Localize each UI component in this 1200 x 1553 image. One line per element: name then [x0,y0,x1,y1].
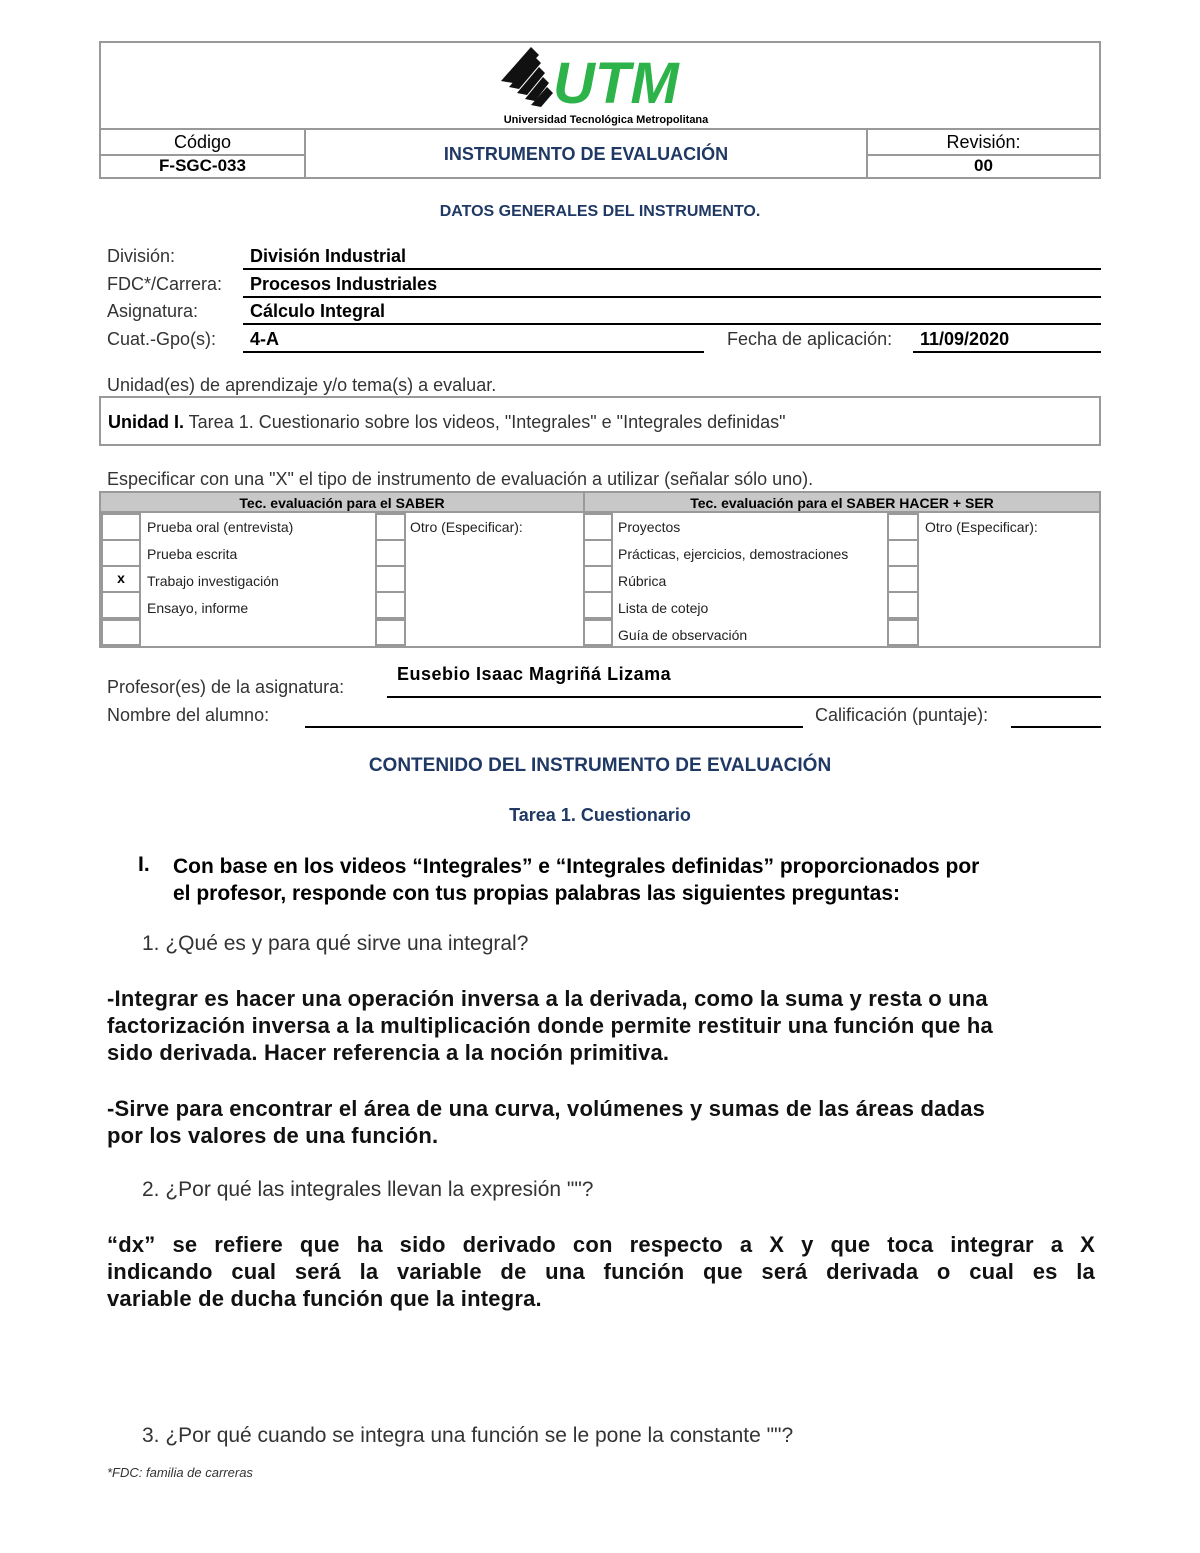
professor-field [387,662,1101,698]
question-3: 3. ¿Por qué cuando se integra una función se le pone la constante ""? [142,1424,794,1447]
general-section-title: DATOS GENERALES DEL INSTRUMENTO. [439,203,761,220]
subject-value: Cálculo Integral [250,301,386,321]
hacer-other-check-2[interactable] [887,565,919,593]
hacer-option-2: Rúbrica [618,573,667,589]
date-label: Fecha de aplicación: [727,329,893,349]
saber-option-1: Prueba escrita [147,546,238,562]
unit-text: Tarea 1. Cuestionario sobre los videos, "Integrales" e "Integrales definidas" [184,412,786,432]
grade-field[interactable] [1011,706,1101,728]
utm-logo [491,43,721,129]
saber-hacer-header: Tec. evaluación para el SABER HACER + SER [585,493,1099,513]
code-cell [99,128,306,179]
question-2: 2. ¿Por qué las integrales llevan la expresión ""? [142,1178,594,1201]
saber-header: Tec. evaluación para el SABER [101,493,585,513]
hacer-option-3: Lista de cotejo [618,600,709,616]
group-label: Cuat.-Gpo(s): [107,329,217,349]
hacer-check-3[interactable] [583,591,613,619]
saber-other-check-3[interactable] [375,591,406,619]
unit-box [99,396,1101,446]
group-field [243,327,704,353]
division-value: División Industrial [250,246,407,266]
saber-option-0: Prueba oral (entrevista) [147,519,294,535]
hacer-check-0[interactable] [583,513,613,541]
revision-label: Revisión: [946,132,1021,152]
instrument-table [99,491,1101,648]
answer-1-line: -Integrar es hacer una operación inversa a la derivada, como la suma y resta o una [107,986,988,1011]
code-value: F-SGC-033 [159,156,246,175]
header-row [99,128,1101,179]
student-label: Nombre del alumno: [107,705,270,725]
logo-box [99,41,1101,130]
saber-other-check-4[interactable] [375,619,406,646]
hacer-other-check-4[interactable] [887,619,919,646]
professor-value: Eusebio Isaac Magriñá Lizama [397,664,672,684]
code-label: Código [173,132,232,152]
instruction-number: I. [138,853,150,876]
title-cell [304,128,868,179]
professor-label: Profesor(es) de la asignatura: [107,677,345,697]
grade-label: Calificación (puntaje): [815,705,989,725]
logo-letters: UTM [553,51,679,113]
division-field [243,244,1101,270]
unit-bold: Unidad I. [108,412,184,432]
answer-2-line: indicando cual será la variable de una función que será derivada o cual es la [107,1259,1095,1284]
revision-value: 00 [974,156,993,175]
answer-2 [107,1231,1095,1312]
instruction-line-2: el profesor, responde con tus propias palabras las siguientes preguntas: [173,882,901,905]
hacer-other-label: Otro (Especificar): [925,519,1038,535]
subject-field [243,299,1101,325]
saber-other-check-1[interactable] [375,539,406,567]
date-field [913,327,1101,353]
hacer-option-0: Proyectos [618,519,681,535]
hacer-check-4[interactable] [583,619,613,646]
answer-1-line: factorización inversa a la multiplicación donde permite restituir una función que ha [107,1013,993,1038]
instruction-line-1: Con base en los videos “Integrales” e “Integrales definidas” proporcionados por [173,855,980,878]
question-1: 1. ¿Qué es y para qué sirve una integral? [142,932,529,955]
saber-option-2: Trabajo investigación [147,573,279,589]
group-value: 4-A [250,329,280,349]
revision-cell [866,128,1101,179]
answer-1-paragraph-1 [107,985,993,1066]
utm-logo-icon [491,43,721,113]
answer-1-line: por los valores de una función. [107,1123,439,1148]
saber-check-4[interactable] [101,619,141,646]
career-label: FDC*/Carrera: [107,274,223,294]
saber-other-label: Otro (Especificar): [410,519,523,535]
subject-label: Asignatura: [107,301,199,321]
saber-option-3: Ensayo, informe [147,600,249,616]
task-title: Tarea 1. Cuestionario [509,805,691,825]
specify-text: Especificar con una "X" el tipo de instrumento de evaluación a utilizar (señalar sólo uno). [107,469,814,489]
saber-other-check-2[interactable] [375,565,406,593]
hacer-other-check-0[interactable] [887,513,919,541]
hacer-option-1: Prácticas, ejercicios, demostraciones [618,546,849,562]
saber-check-3[interactable] [101,591,141,619]
hacer-check-1[interactable] [583,539,613,567]
answer-2-line: “dx” se refiere que ha sido derivado con respecto a X y que toca integrar a X [107,1232,1095,1257]
date-value: 11/09/2020 [920,329,1010,349]
footnote: *FDC: familia de carreras [107,1465,253,1480]
career-value: Procesos Industriales [250,274,438,294]
document-title: INSTRUMENTO DE EVALUACIÓN [443,144,729,164]
hacer-other-check-1[interactable] [887,539,919,567]
hacer-other-check-3[interactable] [887,591,919,619]
answer-1-line: -Sirve para encontrar el área de una curva, volúmenes y sumas de las áreas dadas [107,1096,986,1121]
hacer-check-2[interactable] [583,565,613,593]
saber-other-check-0[interactable] [375,513,406,541]
instruction-text [173,853,979,907]
saber-check-2[interactable]: x [101,565,141,593]
unit-label: Unidad(es) de aprendizaje y/o tema(s) a evaluar. [107,375,497,395]
answer-1-line: sido derivada. Hacer referencia a la noción primitiva. [107,1040,670,1065]
logo-subtitle: Universidad Tecnológica Metropolitana [503,114,709,126]
hacer-option-4: Guía de observación [618,627,748,643]
answer-2-line: variable de ducha función que la integra. [107,1286,542,1311]
saber-check-0[interactable] [101,513,141,541]
content-section-title: CONTENIDO DEL INSTRUMENTO DE EVALUACIÓN [368,755,832,776]
saber-check-1[interactable] [101,539,141,567]
answer-1-paragraph-2 [107,1095,985,1149]
division-label: División: [107,246,176,266]
student-name-field[interactable] [305,706,803,728]
career-field [243,272,1101,298]
